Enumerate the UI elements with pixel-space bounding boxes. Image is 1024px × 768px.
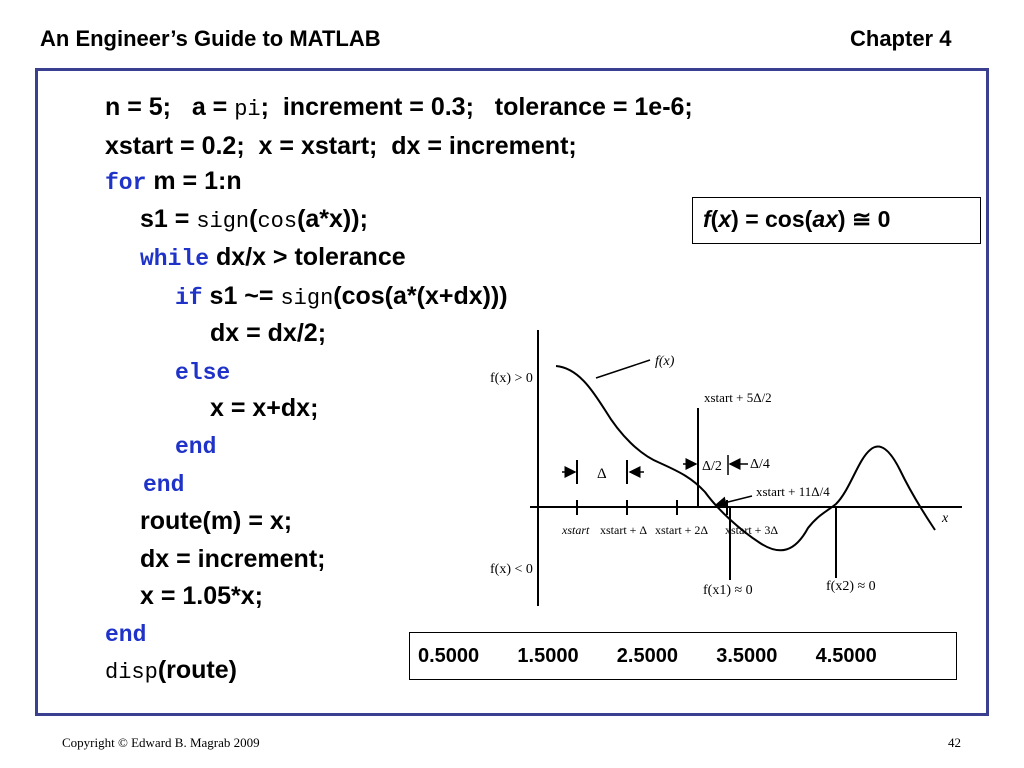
xs1-label: xstart + Δ: [600, 523, 648, 537]
slide-title: An Engineer’s Guide to MATLAB: [40, 26, 381, 51]
code-line-9: x = x+dx;: [210, 394, 319, 422]
delta-label: Δ: [597, 466, 607, 482]
chapter-label: Chapter 4: [850, 26, 952, 51]
fx-label: f(x): [655, 354, 675, 369]
code-line-4: s1 = sign(cos(a*x));: [140, 205, 368, 234]
output-box: 0.5000 1.5000 2.5000 3.5000 4.5000: [409, 632, 957, 680]
keyword-if: if: [175, 285, 203, 311]
half-delta-label: Δ/2: [702, 459, 722, 474]
keyword-while: while: [140, 246, 210, 272]
code-line-2: xstart = 0.2; x = xstart; dx = increment;: [105, 132, 577, 160]
code-line-7: dx = dx/2;: [210, 319, 327, 347]
code-line-5: while dx/x > tolerance: [140, 243, 406, 272]
keyword-else: else: [175, 360, 231, 386]
page-number: 42: [948, 735, 961, 750]
equation-box: f(x) = cos(ax) ≅ 0: [692, 197, 981, 244]
code-line-1: n = 5; a = pi; increment = 0.3; tolerance = 1e-6;: [105, 93, 693, 122]
code-line-16: disp(route): [105, 656, 237, 685]
xs2-label: xstart + 2Δ: [655, 523, 709, 537]
start11-pointer: [716, 496, 752, 505]
keyword-end: end: [143, 472, 185, 498]
code-line-14: x = 1.05*x;: [140, 582, 264, 610]
code-line-12: route(m) = x;: [140, 507, 293, 535]
fx-positive-label: f(x) > 0: [490, 371, 533, 386]
code-line-13: dx = increment;: [140, 545, 326, 573]
quarter-delta-label: Δ/4: [750, 457, 770, 472]
fx2-label: f(x2) ≈ 0: [826, 579, 876, 594]
x-axis-label: x: [942, 511, 949, 526]
start11-label: xstart + 11Δ/4: [756, 484, 830, 499]
start5-label: xstart + 5Δ/2: [704, 390, 772, 405]
code-line-6: if s1 ~= sign(cos(a*(x+dx))): [175, 282, 508, 311]
fx-pointer: [596, 360, 650, 378]
copyright: Copyright © Edward B. Magrab 2009: [62, 735, 260, 750]
fx-negative-label: f(x) < 0: [490, 562, 533, 577]
xs0-label: xstart: [562, 523, 590, 537]
xs3-label: xstart + 3Δ: [725, 523, 779, 537]
fx1-label: f(x1) ≈ 0: [703, 583, 753, 598]
keyword-end: end: [105, 622, 147, 648]
code-line-3: for m = 1:n: [105, 167, 242, 196]
keyword-end: end: [175, 434, 217, 460]
keyword-for: for: [105, 170, 147, 196]
